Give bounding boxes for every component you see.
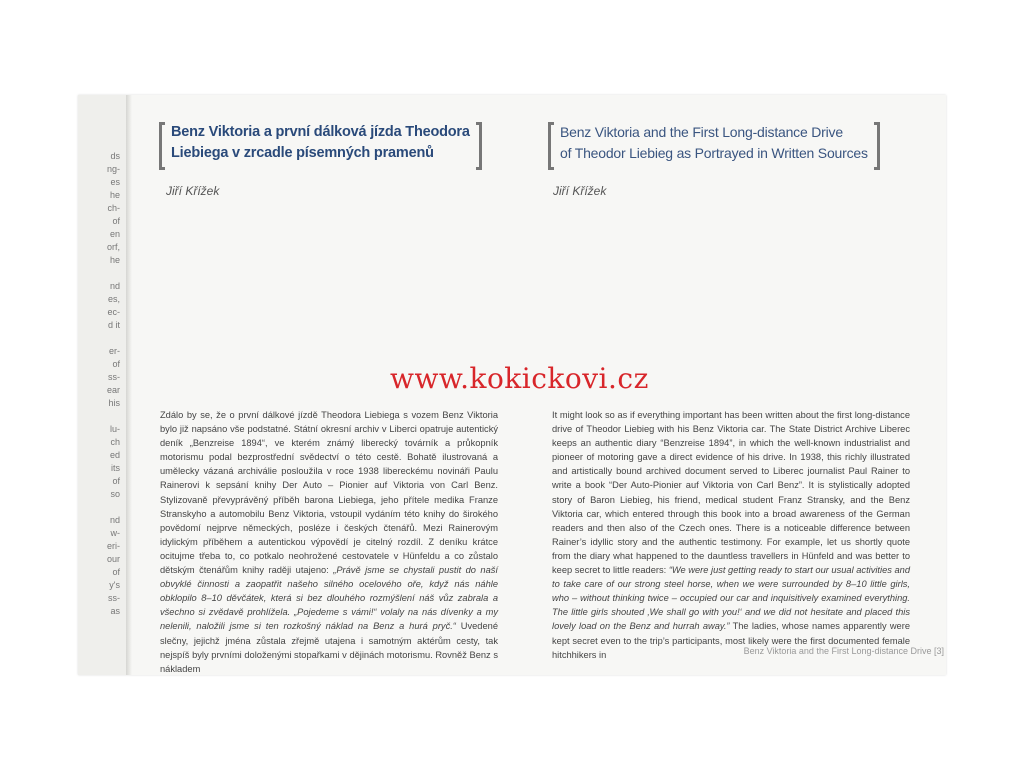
- watermark: www.kokickovi.cz: [390, 362, 649, 395]
- previous-page-fragment: d it: [107, 320, 120, 330]
- czech-body-column: [160, 408, 498, 676]
- previous-page-fragment: [80, 267, 120, 280]
- previous-page-fragment: ch: [110, 437, 120, 447]
- english-paragraph: [552, 408, 910, 662]
- english-text-cont: The ladies, whose names apparently were kept secret even to the trip’s participants, most likely were the first documented female hitchhikers in: [552, 621, 910, 660]
- czech-text: Zdálo by se, že o první dálkové jízdě Theodora Liebiega s vozem Benz Viktoria bylo již napsáno vše podstatné. Státní okresní archiv v Liberci opatruje autentický deník „Benzreise 1894“, ve kterém známý liberecký továrník a průkopník motorismu podal bezprostřední svědectví o této cestě. Bohatě ilustrovaná a umělecky vázaná archiválie posloužila v roce 1938 libereckému novináři Paulu Rainerovi k sepsání knihy Der Auto – Pionier auf Viktoria von Carl Benz. Stylizovaně převyprávěný příběh barona Liebiega, jeho přítele medika Franze Stranskyho a automobilu Benz Viktoria, vstoupil vydáním této knihy do širokého povědomí nejprve německých, posléze i českých čtenářů. Mezi Rainerovým idylickým příběhem a autentickou výpovědí je citelný rozdíl. Z deníku krátce ocitujme třeba to, co potkalo neohrožené cestovatele v Hünfeldu a co zůstalo dětským čtenářům knihy raději utajeno:: [160, 410, 498, 576]
- previous-page-fragment: of: [112, 359, 120, 369]
- previous-page-fragment: en: [109, 229, 120, 239]
- previous-page-fragment: our: [106, 554, 120, 564]
- previous-page-fragment: ec-: [107, 307, 120, 317]
- previous-page-fragment: er-: [109, 346, 120, 356]
- czech-author: Jiří Křížek: [166, 184, 220, 198]
- english-author: Jiří Křížek: [553, 184, 607, 198]
- previous-page-fragment: its: [111, 463, 120, 473]
- page-gutter: [126, 95, 132, 675]
- english-title-line-2: of Theodor Liebieg as Portrayed in Written Sources: [560, 145, 868, 161]
- english-title-line-1: Benz Viktoria and the First Long-distance Drive: [560, 124, 843, 140]
- previous-page-fragment: [80, 410, 120, 423]
- previous-page-fragment: nd: [109, 281, 120, 291]
- czech-title: [171, 122, 470, 164]
- page-footer: Benz Viktoria and the First Long-distance Drive [3]: [743, 646, 944, 656]
- english-title-block: [548, 122, 880, 170]
- previous-page-fragment: ss-: [108, 593, 120, 603]
- previous-page-fragment: of: [112, 216, 120, 226]
- previous-page-fragment: nd: [109, 515, 120, 525]
- previous-page-fragment: es,: [107, 294, 120, 304]
- previous-page-fragment: so: [110, 489, 120, 499]
- english-body-column: [552, 408, 910, 662]
- previous-page-fragment: ch-: [107, 203, 120, 213]
- previous-page-text-fragments: [80, 150, 120, 618]
- previous-page-fragment: ds: [110, 151, 120, 161]
- english-title: [560, 122, 868, 164]
- previous-page-fragment: eri-: [107, 541, 120, 551]
- right-bracket: [874, 122, 880, 170]
- left-bracket: [548, 122, 554, 170]
- previous-page-fragment: ear: [106, 385, 120, 395]
- english-quote: “We were just getting ready to start our usual activities and to take care of our strong steel horse, when we were surrounded by 8–10 little girls, who – without thinking twice – occupied our car and inquisitively examined everything. The little girls shouted ‚We shall go with you!‘ and we did not hesitate and placed this lovely load on the Benz and hurrah away.”: [552, 565, 910, 632]
- czech-title-block: [159, 122, 482, 170]
- previous-page-fragment: [80, 332, 120, 345]
- czech-paragraph: [160, 408, 498, 676]
- previous-page-fragment: his: [108, 398, 120, 408]
- previous-page-fragment: orf,: [106, 242, 120, 252]
- czech-title-line-1: Benz Viktoria a první dálková jízda Theodora: [171, 124, 470, 140]
- previous-page-fragment: es: [110, 177, 120, 187]
- czech-text-cont: Uvedené slečny, jejichž jména zůstala zřejmě utajena i samotným aktérům cesty, tak nejspíš byly prvními doloženými stopařkami v dějinách motorismu. Rovněž Benz s nákladem: [160, 621, 498, 674]
- previous-page-fragment: y's: [109, 580, 120, 590]
- previous-page-fragment: he: [109, 190, 120, 200]
- previous-page-fragment: ed: [109, 450, 120, 460]
- czech-quote: „Právě jsme se chystali pustit do naší obvyklé činnosti a zaopatřit našeho silného ocelového oře, když nás náhle obklopilo 8–10 děvčátek, která si bez dlouhého rozmýšlení náš vůz zabrala a všechno si zvědavě prohlížela. „Pojedeme s vámi!“ volaly na nás dívenky a my nelenili, naložili jsme si ten rozkošný náklad na Benz a hurá pryč.“: [160, 565, 498, 632]
- right-bracket: [476, 122, 482, 170]
- previous-page-fragment: ss-: [108, 372, 120, 382]
- previous-page-fragment: w-: [110, 528, 120, 538]
- previous-page-fragment: as: [110, 606, 120, 616]
- previous-page-fragment: [80, 501, 120, 514]
- previous-page-fragment: ng-: [106, 164, 120, 174]
- left-bracket: [159, 122, 165, 170]
- czech-title-line-2: Liebiega v zrcadle písemných pramenů: [171, 145, 434, 161]
- previous-page-fragment: of: [112, 476, 120, 486]
- previous-page-fragment: he: [109, 255, 120, 265]
- previous-page-fragment: of: [112, 567, 120, 577]
- previous-page-fragment: lu-: [109, 424, 120, 434]
- english-text: It might look so as if everything important has been written about the first long-distance drive of Theodor Liebieg with his Benz Viktoria car. The State District Archive Liberec keeps an authentic diary “Benzreise 1894”, in which the well-known industrialist and pioneer of motoring gave a direct evidence of his drive. In 1938, this richly illustrated and artistically bound archived document served to Liberec journalist Paul Rainer to write a book “Der Auto-Pionier auf Viktoria von Carl Benz”. It is stylistically adopted story of Baron Liebieg, his friend, medical student Franz Stransky, and the Benz Viktoria car, which entered through this book into a broad awareness of the German readers and then also of the Czech ones. There is a noticeable difference between Rainer’s idyllic story and the authentic testimony. For example, let us shortly quote from the diary what happened to the dauntless travellers in Hünfeld and was better to keep secret to little readers:: [552, 410, 910, 576]
